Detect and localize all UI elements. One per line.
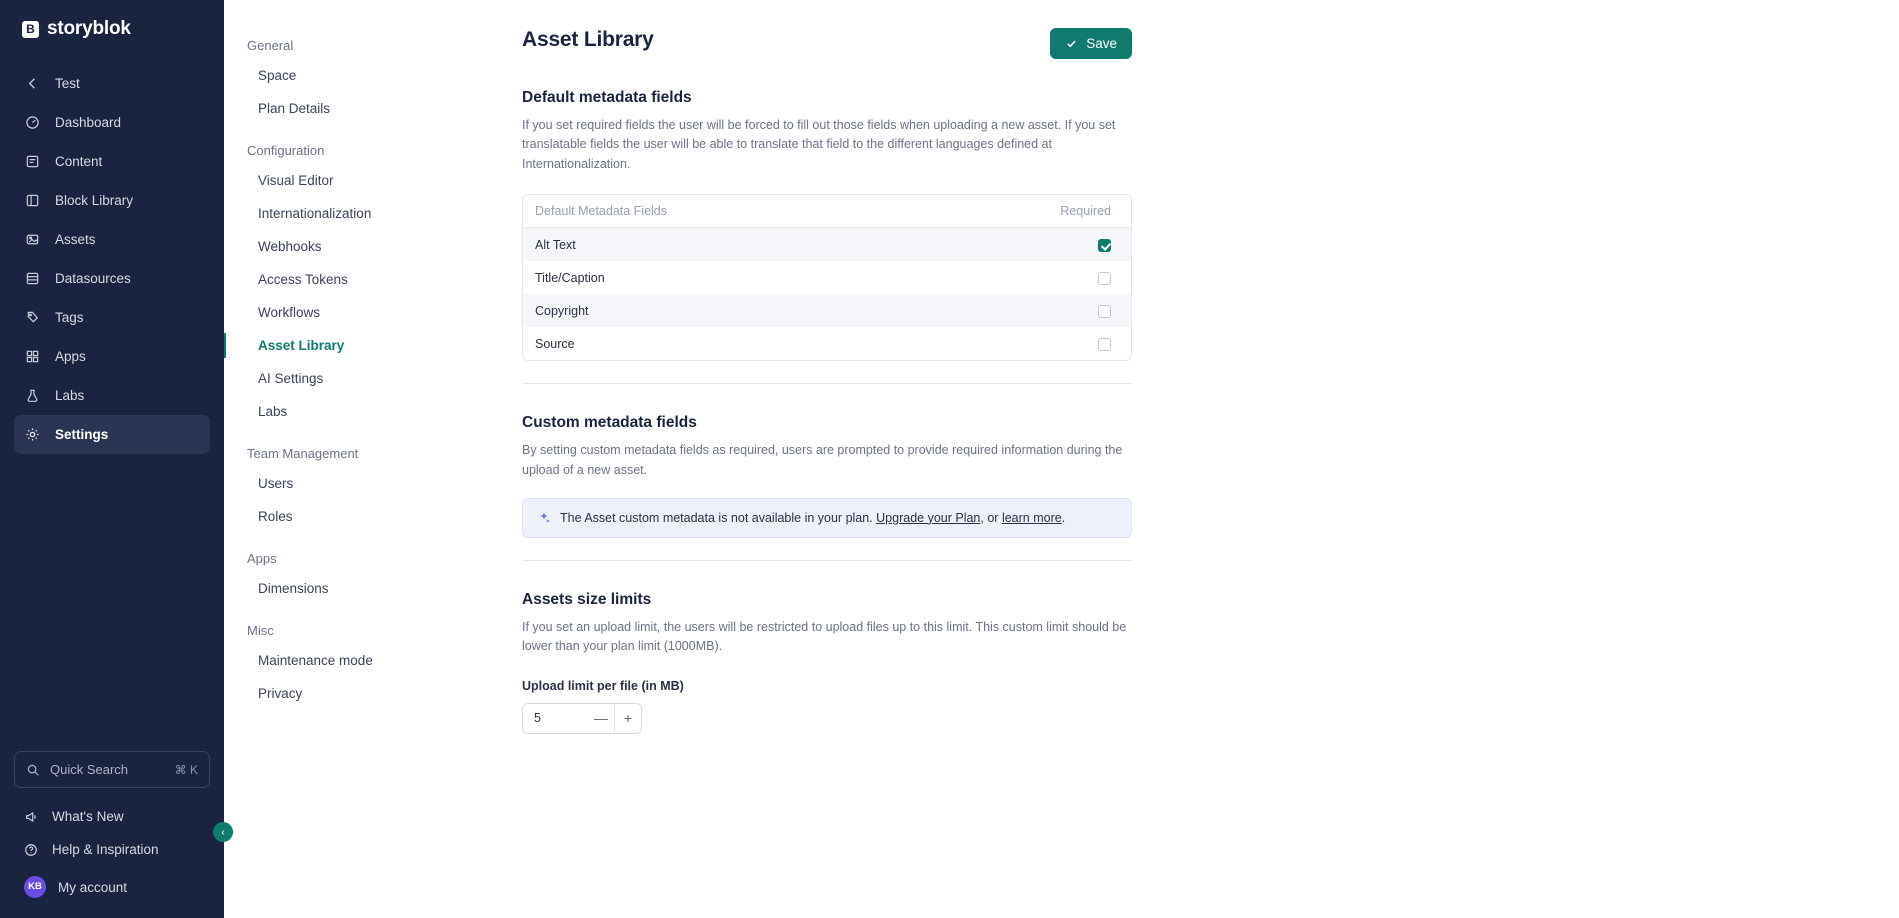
- column-header-name: Default Metadata Fields: [535, 204, 668, 219]
- settings-nav-item-users[interactable]: Users: [258, 476, 294, 491]
- main-content: [460, 0, 1899, 918]
- settings-nav-item-roles[interactable]: Roles: [258, 509, 293, 524]
- brand-name: storyblok: [47, 18, 131, 39]
- settings-nav-item-plan-details[interactable]: Plan Details: [258, 101, 331, 116]
- upgrade-plan-link[interactable]: Upgrade your Plan: [876, 510, 981, 525]
- settings-nav-item-access-tokens[interactable]: Access Tokens: [258, 272, 348, 287]
- sidebar-item-apps[interactable]: [14, 337, 210, 376]
- sidebar-link-label: What's New: [52, 809, 124, 824]
- settings-nav-item-visual-editor[interactable]: Visual Editor: [258, 173, 334, 188]
- required-checkbox-copyright[interactable]: [1098, 305, 1111, 318]
- quick-search-shortcut: ⌘ K: [174, 762, 198, 777]
- quick-search-input[interactable]: [14, 751, 210, 788]
- sidebar-item-datasources[interactable]: [14, 259, 210, 298]
- notice-text: The Asset custom metadata is not available in your plan.: [560, 510, 873, 525]
- collapse-sidebar-button[interactable]: ‹: [213, 822, 233, 842]
- settings-nav-item-workflows[interactable]: Workflows: [258, 305, 321, 320]
- assets-size-limits-title: Assets size limits: [522, 590, 652, 608]
- sidebar-footer: [0, 751, 224, 918]
- sidebar-item-label: Labs: [55, 388, 85, 403]
- upload-limit-label: Upload limit per file (in MB): [522, 678, 684, 693]
- sidebar-item-label: Tags: [55, 310, 84, 325]
- plan-upgrade-notice: [522, 498, 1132, 538]
- row-label: Source: [535, 336, 575, 351]
- save-button-label: Save: [1086, 36, 1117, 51]
- sidebar-item-content[interactable]: [14, 142, 210, 181]
- row-label: Copyright: [535, 303, 589, 318]
- sidebar-nav: [0, 54, 224, 454]
- sidebar-item-label: Settings: [55, 427, 109, 442]
- table-header-row: [523, 195, 1131, 228]
- sidebar-link-whats-new[interactable]: [14, 800, 210, 833]
- sidebar-link-help[interactable]: [14, 833, 210, 866]
- help-icon: [24, 843, 38, 857]
- divider: [522, 560, 1132, 561]
- save-button[interactable]: [1050, 28, 1132, 59]
- megaphone-icon: [24, 810, 38, 824]
- upload-limit-stepper[interactable]: [522, 703, 642, 734]
- sidebar-item-settings[interactable]: [14, 415, 210, 454]
- sidebar-item-label: Dashboard: [55, 115, 122, 130]
- learn-more-link[interactable]: learn more: [1001, 510, 1062, 525]
- search-icon: [26, 763, 40, 777]
- settings-nav-item-webhooks[interactable]: Webhooks: [258, 239, 322, 254]
- sidebar-item-label: Content: [55, 154, 103, 169]
- block-library-icon: [24, 192, 41, 209]
- default-metadata-description: If you set required fields the user will be forced to fill out those fields when uploading a new asset. If you set translatable fields the user will be able to translate that field to the different languages defined at Internationalization.: [522, 118, 1116, 171]
- sidebar-item-block-library[interactable]: [14, 181, 210, 220]
- settings-nav-item-dimensions[interactable]: Dimensions: [258, 581, 329, 596]
- sidebar-item-assets[interactable]: [14, 220, 210, 259]
- sidebar-item-label: Test: [55, 76, 80, 91]
- column-header-required: Required: [1060, 204, 1111, 219]
- settings-nav-group-title: Misc: [247, 623, 274, 638]
- table-row: [523, 294, 1131, 327]
- custom-metadata-title: Custom metadata fields: [522, 414, 697, 432]
- sidebar-link-label: Help & Inspiration: [52, 842, 159, 857]
- upload-limit-input[interactable]: 5: [534, 711, 541, 726]
- primary-sidebar: [0, 0, 224, 918]
- table-row: [523, 261, 1131, 294]
- row-label: Alt Text: [535, 237, 576, 252]
- dashboard-icon: [24, 114, 41, 131]
- table-row: [523, 228, 1131, 261]
- custom-metadata-description: By setting custom metadata fields as required, users are prompted to provide required information during the upload of a new asset.: [522, 443, 1123, 477]
- notice-mid: , or: [980, 510, 1002, 525]
- account-menu[interactable]: [14, 866, 210, 904]
- stepper-increment-button[interactable]: +: [623, 710, 633, 727]
- sidebar-item-label: Apps: [55, 349, 86, 364]
- required-checkbox-title-caption[interactable]: [1098, 272, 1111, 285]
- page-title: Asset Library: [522, 28, 654, 51]
- tags-icon: [24, 309, 41, 326]
- sidebar-item-test[interactable]: [14, 64, 210, 103]
- settings-nav-group-title: Configuration: [247, 143, 325, 158]
- settings-nav-item-privacy[interactable]: Privacy: [258, 686, 303, 701]
- sidebar-item-label: Block Library: [55, 193, 134, 208]
- row-label: Title/Caption: [535, 270, 605, 285]
- content-icon: [24, 153, 41, 170]
- page-header: [522, 28, 1132, 59]
- required-checkbox-alt-text[interactable]: [1098, 239, 1111, 252]
- settings-nav-group-title: Team Management: [247, 446, 359, 461]
- storyblok-logo-icon: B: [22, 21, 39, 38]
- default-metadata-table: [522, 194, 1132, 361]
- sidebar-item-label: Datasources: [55, 271, 131, 286]
- required-checkbox-source[interactable]: [1098, 338, 1111, 351]
- default-metadata-title: Default metadata fields: [522, 89, 692, 106]
- datasources-icon: [24, 270, 41, 287]
- avatar: KB: [24, 876, 46, 898]
- brand: [0, 0, 224, 54]
- check-icon: [1065, 37, 1078, 50]
- settings-nav-item-labs[interactable]: Labs: [258, 404, 288, 419]
- sidebar-item-dashboard[interactable]: [14, 103, 210, 142]
- settings-nav-group-title: Apps: [247, 551, 277, 566]
- settings-nav-item-space[interactable]: Space: [258, 68, 297, 83]
- sparkle-icon: [537, 511, 551, 525]
- settings-nav-item-ai-settings[interactable]: AI Settings: [258, 371, 324, 386]
- apps-icon: [24, 348, 41, 365]
- settings-nav-item-maintenance-mode[interactable]: Maintenance mode: [258, 653, 373, 668]
- settings-nav-item-internationalization[interactable]: Internationalization: [258, 206, 372, 221]
- sidebar-item-labs[interactable]: [14, 376, 210, 415]
- quick-search-label: Quick Search: [50, 762, 129, 777]
- divider: [522, 383, 1132, 384]
- notice-suffix: .: [1061, 510, 1066, 525]
- stepper-decrement-button[interactable]: —: [594, 710, 608, 727]
- sidebar-item-tags[interactable]: [14, 298, 210, 337]
- sidebar-item-label: Assets: [55, 232, 96, 247]
- settings-nav-group-title: General: [247, 38, 294, 53]
- table-row: [523, 327, 1131, 360]
- settings-nav: [224, 0, 460, 918]
- arrow-left-icon: [24, 75, 41, 92]
- account-label: My account: [58, 879, 128, 895]
- settings-nav-item-asset-library[interactable]: Asset Library: [224, 329, 460, 362]
- assets-icon: [24, 231, 41, 248]
- assets-size-limits-description: If you set an upload limit, the users will be restricted to upload files up to this limit. This custom limit should be lower than your plan limit (1000MB).: [522, 619, 1127, 654]
- gear-icon: [24, 426, 41, 443]
- labs-icon: [24, 387, 41, 404]
